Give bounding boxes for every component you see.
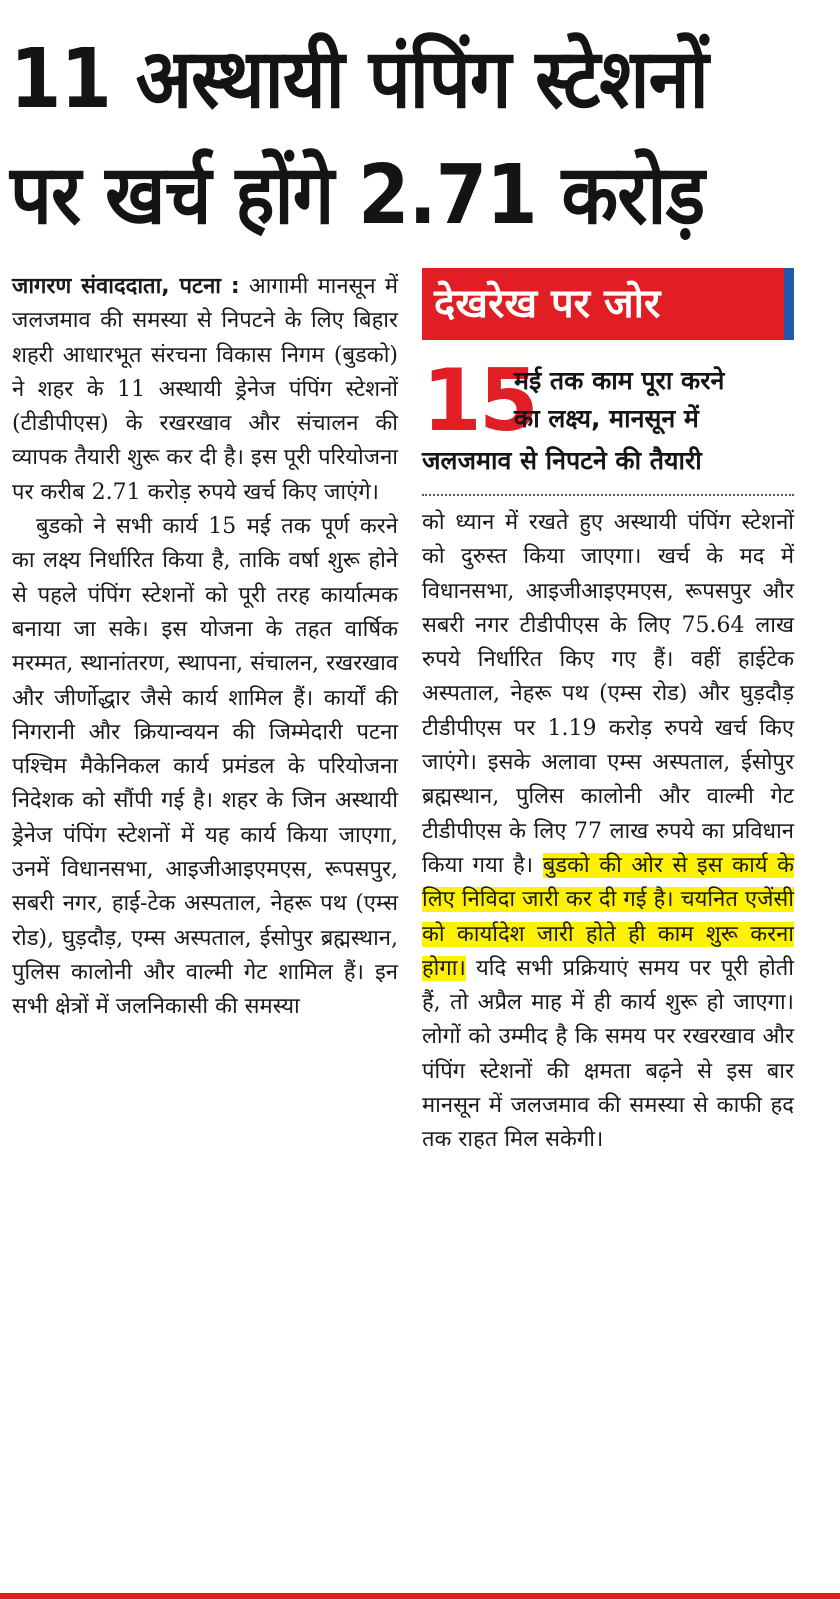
article-paragraph-1 (12, 270, 398, 510)
right-text-after: यदि सभी प्रक्रियाएं समय पर पूरी होती हैं, तो अप्रैल माह में ही कार्य शुरू हो जाएगा। लोगों को उम्मीद है कि समय पर रखरखाव और पंपिंग स्टेशनों की क्षमता बढ़ने से इस बार मानसून में जलजमाव की समस्या से काफी हद तक राहत मिल सकेगी। (422, 955, 794, 1153)
article-paragraph-1-text: आगामी मानसून में जलजमाव की समस्या से निपटने के लिए बिहार शहरी आधारभूत संरचना विकास निगम (बुडको) ने शहर के 11 अस्थायी ड्रेनेज पंपिंग स्टेशनों (टीडीपीएस) के रखरखाव और संचालन की व्यापक तैयारी शुरू कर दी है। इस पूरी परियोजना पर करीब 2.71 करोड़ रुपये खर्च किए जाएंगे। (12, 274, 398, 505)
deck-number: 15 (422, 351, 536, 451)
headline (10, 22, 748, 254)
article-left-column (12, 270, 398, 1025)
deck-line-1: मई तक काम पूरा करने (514, 366, 725, 395)
deck (422, 351, 794, 484)
headline-line-1: 11 अस्थायी पंपिंग स्टेशनों (10, 32, 708, 127)
dotted-divider (422, 494, 794, 496)
bottom-red-rule (0, 1593, 840, 1599)
headline-line-2: पर खर्च होंगे 2.71 करोड़ (10, 148, 705, 243)
article-paragraph-3 (422, 506, 794, 1158)
right-text-before: को ध्यान में रखते हुए अस्थायी पंपिंग स्टेशनों को दुरुस्त किया जाएगा। खर्च के मद में विधानसभा, आइजीआइएमएस, रूपसपुर और सबरी नगर टीडीपीएस के लिए 75.64 लाख रुपये निर्धारित किए गए हैं। वहीं हाईटेक अस्पताल, नेहरू पथ (एम्स रोड) और घुड़दौड़ टीडीपीएस पर 1.19 करोड़ रुपये खर्च किए जाएंगे। इसके अलावा एम्स अस्पताल, ईसोपुर ब्रह्मस्थान, पुलिस कालोनी और वाल्मी गेट टीडीपीएस के लिए 77 लाख रुपये का प्रविधान किया गया है। (422, 510, 794, 878)
byline: जागरण संवाददाता, पटना : (12, 274, 240, 299)
section-banner-text: देखरेख पर जोर (434, 281, 661, 327)
section-banner (422, 268, 794, 340)
deck-line-2: का लक्ष्य, मानसून में (514, 404, 699, 433)
deck-line-3: जलजमाव से निपटने की तैयारी (422, 446, 702, 475)
article-right-body (422, 506, 794, 1158)
highlighted-text: बुडको की ओर से इस कार्य के लिए निविदा जारी कर दी गई है। चयनित एजेंसी को कार्यादेश जारी होते ही काम शुरू करना होगा। (422, 852, 795, 981)
article-right-column (422, 268, 794, 1158)
article-paragraph-2: बुडको ने सभी कार्य 15 मई तक पूर्ण करने का लक्ष्य निर्धारित किया है, ताकि वर्षा शुरू होने से पहले पंपिंग स्टेशनों को पूरी तरह कार्यात्मक बनाया जा सके। इस योजना के तहत वार्षिक मरम्मत, स्थानांतरण, स्थापना, संचालन, रखरखाव और जीर्णोद्धार जैसे कार्य शामिल हैं। कार्यों की निगरानी और क्रियान्वयन की जिम्मेदारी पटना पश्चिम मैकेनिकल कार्य प्रमंडल के परियोजना निदेशक को सौंपी गई है। शहर के जिन अस्थायी ड्रेनेज पंपिंग स्टेशनों में यह कार्य किया जाएगा, उनमें विधानसभा, आइजीआइएमएस, रूपसपुर, सबरी नगर, हाई-टेक अस्पताल, नेहरू पथ (एम्स रोड), घुड़दौड़, एम्स अस्पताल, ईसोपुर ब्रह्मस्थान, पुलिस कालोनी और वाल्मी गेट शामिल हैं। इन सभी क्षेत्रों में जलनिकासी की समस्या (12, 514, 398, 1020)
